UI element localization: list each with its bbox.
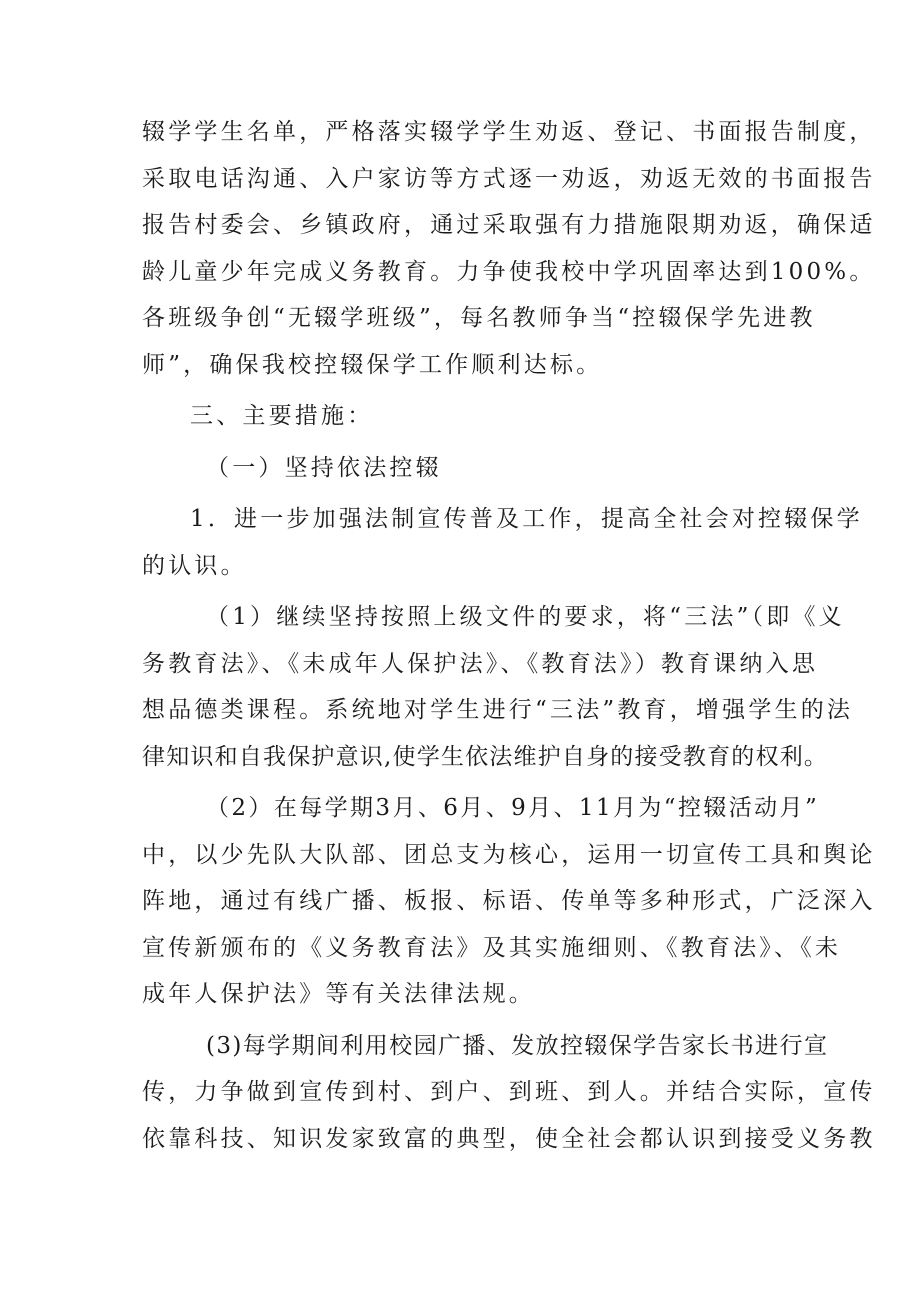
paragraph-line: 阵地，通过有线广播、板报、标语、传单等多种形式，广泛深入 [142,888,876,914]
paragraph-line: （2）在每学期3月、6月、9月、11月为“控辍活动月” [206,795,820,821]
paragraph-line: 务教育法》、《未成年人保护法》、《教育法》）教育课纳入思 [142,651,819,677]
paragraph-line: 传，力争做到宣传到村、到户、到班、到人。并结合实际，宣传 [142,1079,876,1105]
paragraph-line: 1．进一步加强法制宣传普及工作，提高全社会对控辍保学 [190,506,863,532]
paragraph-line: 辍学学生名单，严格落实辍学学生劝返、登记、书面报告制度， [142,119,876,145]
section-heading: 三、主要措施： [190,403,374,429]
paragraph-line: 中，以少先队大队部、团总支为核心，运用一切宣传工具和舆论 [142,842,876,868]
subsection-heading: （一）坚持依法控辍 [206,455,442,481]
paragraph-line: 龄儿童少年完成义务教育。力争使我校中学巩固率达到100%。 [142,259,876,285]
paragraph-line: 宣传新颁布的《义务教育法》及其实施细则、《教育法》、《未 [142,935,842,961]
paragraph-line: (3)每学期间利用校园广播、发放控辍保学告家长书进行宣 [206,1033,829,1059]
paragraph-line: 的认识。 [142,553,247,579]
paragraph-line: （1）继续坚持按照上级文件的要求，将“三法”（即《义 [206,604,845,630]
paragraph-line: 律知识和自我保护意识,使学生依法维护自身的接受教育的权利。 [142,744,829,770]
paragraph-line: 师”，确保我校控辍保学工作顺利达标。 [142,352,603,378]
paragraph-line: 报告村委会、乡镇政府，通过采取强有力措施限期劝返，确保适 [142,212,876,238]
paragraph-line: 各班级争创“无辍学班级”，每名教师争当“控辍保学先进教 [142,305,816,331]
paragraph-line: 成年人保护法》等有关法律法规。 [142,981,535,1007]
paragraph-line: 依靠科技、知识发家致富的典型，使全社会都认识到接受义务教 [142,1126,876,1152]
paragraph-line: 采取电话沟通、入户家访等方式逐一劝返，劝返无效的书面报告 [142,166,876,192]
paragraph-line: 想品德类课程。系统地对学生进行“三法”教育，增强学生的法 [142,697,854,723]
